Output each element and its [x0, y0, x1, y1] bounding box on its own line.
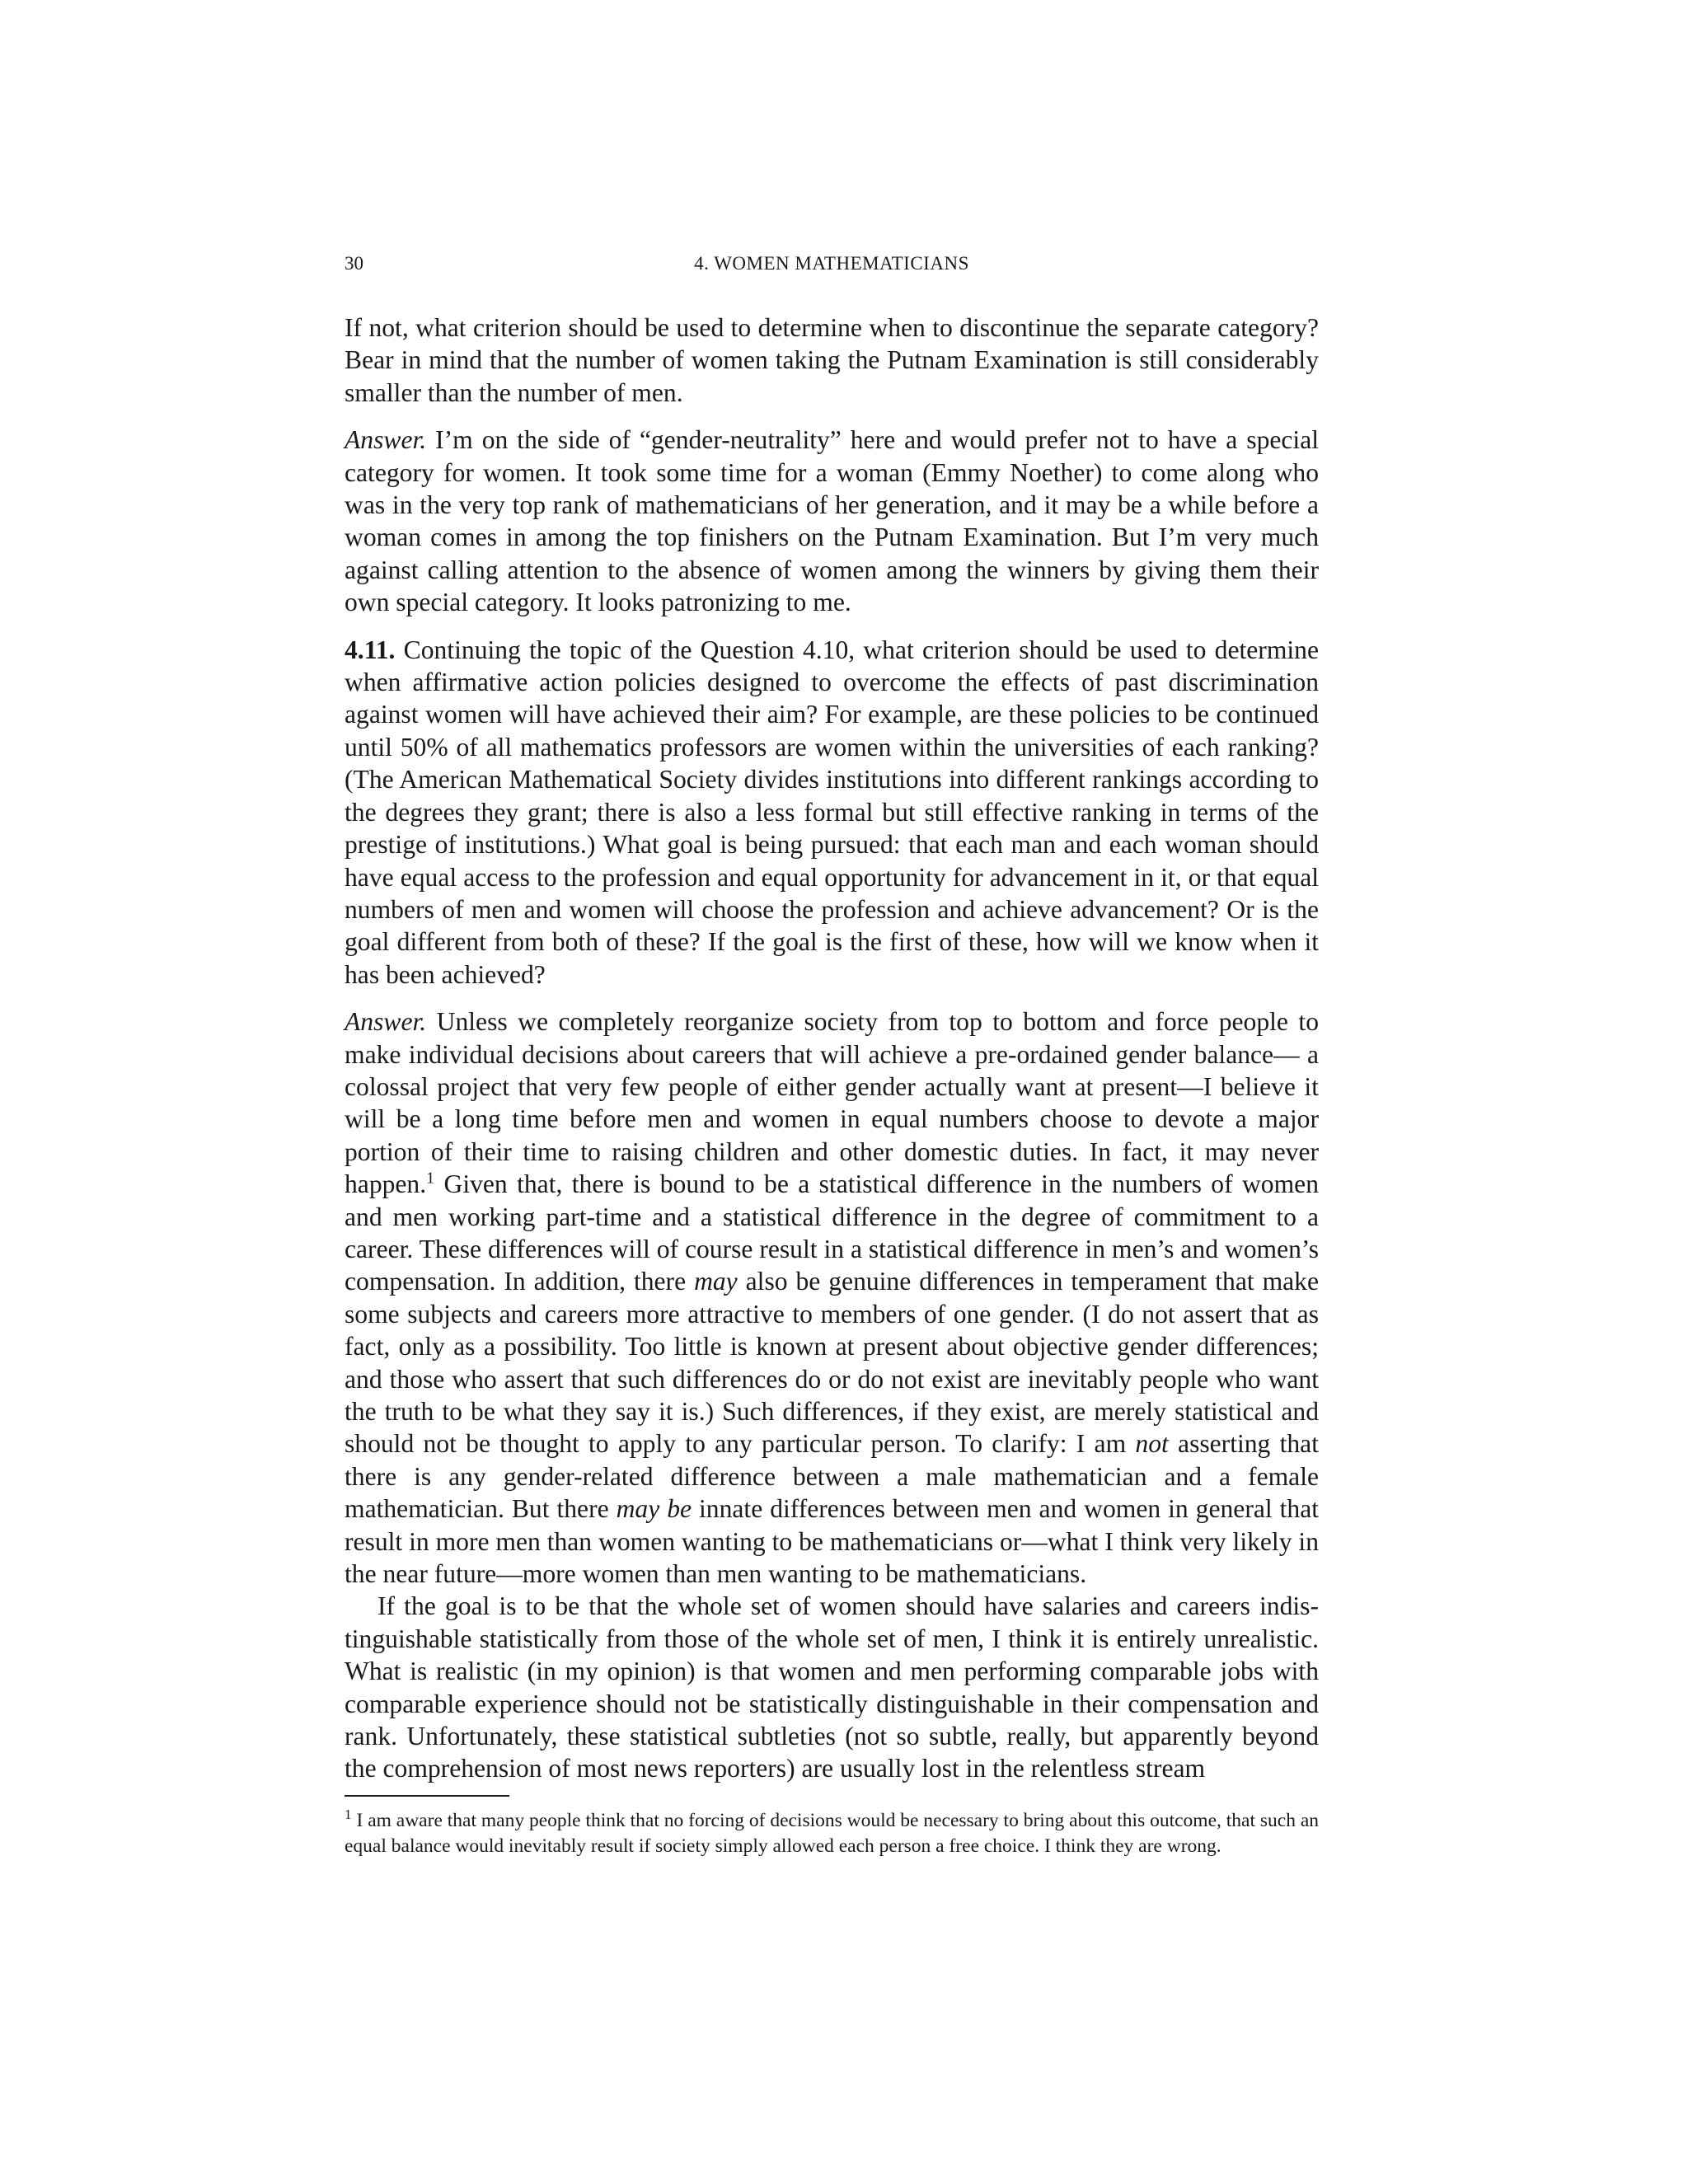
answer-text-part: innate differences between men and women in general that result in more men than women wanting to be mathematicians or—what I think very likely in the near future—more women than men wanting to be mathematicians.	[345, 1494, 1319, 1589]
answer-text: I’m on the side of “gender-neutrality” here and would prefer not to have a special category for women. It took some time for a woman (Emmy Noether) to come along who was in the very top rank of mathematicians of her generation, and it may be a while before a woman comes in among the top finishers on the Putnam Examination. But I’m very much against calling attention to the absence of women among the winners by giving them their own special category. It looks patronizing to me.	[345, 425, 1319, 617]
answer-text-part: Given that, there is bound to be a statistical difference in the numbers of women and men working part-time and a statistical difference in the degree of commitment to a career. These differences will of course result in a statistical difference in men’s and women’s compensation. In addition, there	[345, 1169, 1319, 1296]
paragraph-goal-discussion: If the goal is to be that the whole set of women should have salaries and careers indistinguishable statistically from those of the whole set of men, I think it is entirely unrealistic. What is realistic (in my opinion) is that women and men performing comparable jobs with comparable experience should not be statistically distinguishable in their compensation and rank. Unfortunately, these statistical subtleties (not so subtle, really, but apparently beyond the comprehension of most news reporters) are usually lost in the relentless stream	[345, 1591, 1319, 1783]
paragraph-question-4-11	[345, 634, 1319, 991]
footnote-number: 1	[345, 1807, 352, 1823]
paragraph-answer-4-11	[345, 1005, 1319, 1590]
question-number: 4.11.	[345, 635, 396, 664]
emphasis-text: may	[694, 1267, 738, 1296]
question-text: Continuing the topic of the Question 4.10, what criterion should be used to determine when affirmative action policies designed to overcome the effects of past discrimination against women will have achieved their aim? For example, are these policies to be continued until 50% of all mathematics professors are women within the universities of each ranking? (The American Mathematical Society divides institutions into different rankings according to the degrees they grant; there is also a less formal but still effective ranking in terms of the prestige of institutions.) What goal is being pursued: that each man and each woman should have equal access to the profession and equal opportunity for advancement in it, or that equal numbers of men and women will choose the profession and achieve advancement? Or is the goal different from both of these? If the goal is the first of these, how will we know when it has been achieved?	[345, 635, 1319, 989]
book-page	[345, 247, 1319, 1878]
footnote-text: I am aware that many people think that no forcing of decisions would be necessary to bring about this outcome, that such an equal balance would inevitably result if society simply allowed each person a free choice. I think they are wrong.	[345, 1809, 1320, 1857]
answer-label: Answer.	[345, 1007, 427, 1037]
answer-label: Answer.	[345, 425, 427, 455]
paragraph-answer-4-10	[345, 424, 1319, 618]
chapter-title: 4. WOMEN MATHEMATICIANS	[694, 253, 969, 274]
body-text	[345, 312, 1319, 1785]
emphasis-text: not	[1135, 1429, 1169, 1459]
paragraph-question-continuation: If not, what criterion should be used to determine when to discontinue the separate category? Bear in mind that the number of women taking the Putnam Examination is still considerably smaller than the number of men.	[345, 313, 1319, 407]
answer-text-part: asserting that there is any gender-related difference between a male mathematician and a female mathematician. But there	[345, 1429, 1319, 1524]
footnote	[345, 1808, 1319, 1859]
running-head	[345, 247, 1319, 280]
footnote-rule	[345, 1795, 509, 1797]
footnote-marker[interactable]: 1	[426, 1169, 435, 1188]
answer-text-part: also be genuine differences in temperament that make some subjects and careers more attractive to members of one gender. (I do not assert that as fact, only as a possibility. Too little is known at present about objective gender differences; and those who assert that such differences do or do not exist are inevitably people who want the truth to be what they say it is.) Such differences, if they exist, are merely statistical and should not be thought to apply to any particular person. To clarify: I am	[345, 1267, 1319, 1459]
answer-text-part: Unless we completely reorganize society from top to bottom and force people to make individual decisions about careers that will achieve a pre-ordained gender balance— a colossal project that very few people of either gender actually want at present—I believe it will be a long time before men and women in equal numbers choose to devote a major portion of their time to raising children and other domestic duties. In fact, it may never happen.	[345, 1007, 1319, 1199]
emphasis-text: may be	[616, 1494, 692, 1524]
page-number: 30	[345, 253, 363, 274]
